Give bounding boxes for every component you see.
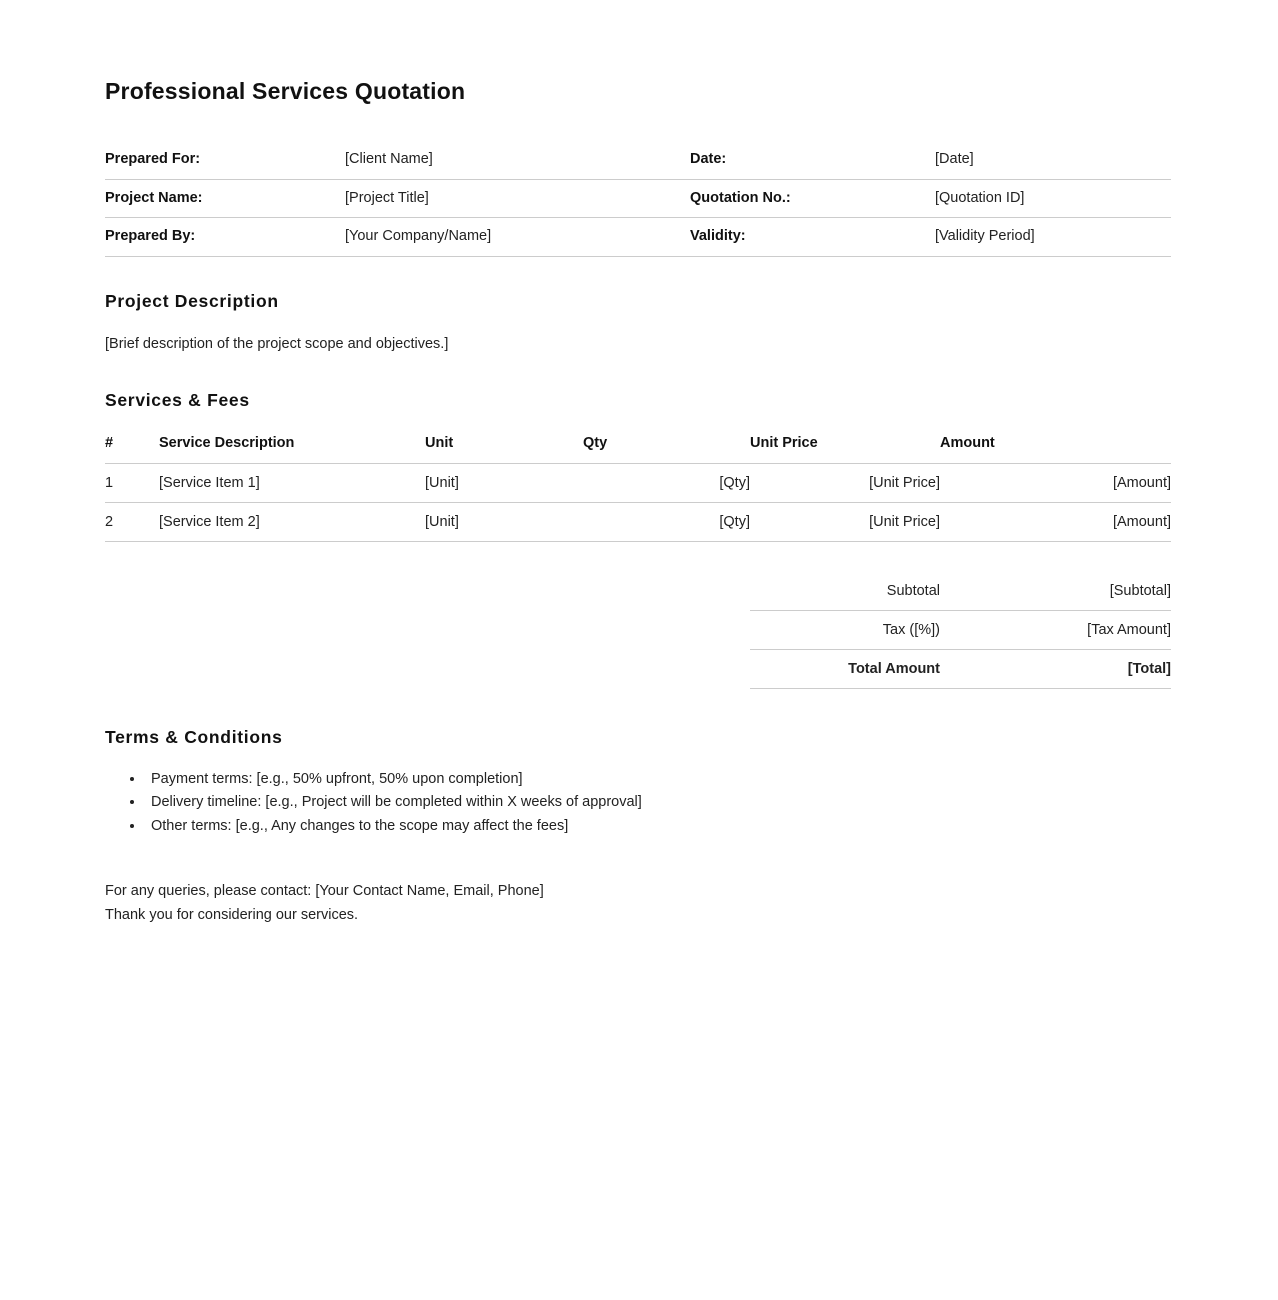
total-value: [Total] <box>940 649 1171 688</box>
service-row-qty: [Qty] <box>583 463 750 502</box>
info-value-quotation-no: [Quotation ID] <box>935 179 1171 218</box>
service-row-unit-price: [Unit Price] <box>750 502 940 541</box>
subtotal-value: [Subtotal] <box>940 572 1171 611</box>
list-item: • Payment terms: [e.g., 50% upfront, 50% upon completion] <box>145 768 1170 791</box>
service-row-unit: [Unit] <box>425 463 583 502</box>
section-heading-terms-conditions: Terms & Conditions <box>105 726 283 747</box>
column-header-number: # <box>105 431 159 464</box>
info-value-prepared-by: [Your Company/Name] <box>345 218 690 257</box>
service-row-description: [Service Item 1] <box>159 463 425 502</box>
service-row-amount: [Amount] <box>940 463 1171 502</box>
table-row <box>105 463 1171 502</box>
column-header-description: Service Description <box>159 431 425 464</box>
table-row <box>105 502 1171 541</box>
tax-row <box>105 610 1171 649</box>
column-header-qty: Qty <box>583 431 750 464</box>
info-label-date: Date: <box>690 141 935 179</box>
service-row-unit-price: [Unit Price] <box>750 463 940 502</box>
total-row-filler <box>105 649 750 688</box>
column-header-unit: Unit <box>425 431 583 464</box>
subtotal-row <box>105 572 1171 611</box>
table-row <box>105 218 1171 257</box>
service-row-amount: [Amount] <box>940 502 1171 541</box>
tax-value: [Tax Amount] <box>940 610 1171 649</box>
info-value-prepared-for: [Client Name] <box>345 141 690 179</box>
info-label-validity: Validity: <box>690 218 935 257</box>
terms-list <box>105 768 1170 838</box>
tax-row-filler <box>105 610 750 649</box>
total-row <box>105 649 1171 688</box>
section-heading-project-description: Project Description <box>105 290 279 311</box>
page-title: Professional Services Quotation <box>105 78 466 104</box>
project-description-text: [Brief description of the project scope and objectives.] <box>105 335 449 352</box>
services-fees-table <box>105 431 1171 689</box>
info-label-prepared-by: Prepared By: <box>105 218 345 257</box>
footer-thanks-line: Thank you for considering our services. <box>105 906 359 923</box>
info-label-prepared-for: Prepared For: <box>105 141 345 179</box>
footer-contact-line: For any queries, please contact: [Your Contact Name, Email, Phone] <box>105 883 544 900</box>
tax-label: Tax ([%]) <box>750 610 940 649</box>
info-label-project-name: Project Name: <box>105 179 345 218</box>
column-header-unit-price: Unit Price <box>750 431 940 464</box>
info-value-validity: [Validity Period] <box>935 218 1171 257</box>
table-spacer-row <box>105 541 1171 572</box>
info-value-date: [Date] <box>935 141 1171 179</box>
subtotal-row-filler <box>105 572 750 611</box>
column-header-amount: Amount <box>940 431 1171 464</box>
section-heading-services-fees: Services & Fees <box>105 389 250 410</box>
list-item: • Other terms: [e.g., Any changes to the scope may affect the fees] <box>145 815 1170 838</box>
table-row <box>105 141 1171 179</box>
info-label-quotation-no: Quotation No.: <box>690 179 935 218</box>
list-item: • Delivery timeline: [e.g., Project will be completed within X weeks of approval] <box>145 791 1170 814</box>
total-label: Total Amount <box>750 649 940 688</box>
service-row-qty: [Qty] <box>583 502 750 541</box>
document-footer <box>105 880 1170 926</box>
table-spacer-cell <box>105 541 1171 572</box>
service-row-description: [Service Item 2] <box>159 502 425 541</box>
table-row <box>105 179 1171 218</box>
quotation-info-table <box>105 141 1171 257</box>
info-value-project-name: [Project Title] <box>345 179 690 218</box>
table-header-row <box>105 431 1171 464</box>
service-row-number: 1 <box>105 463 159 502</box>
service-row-number: 2 <box>105 502 159 541</box>
service-row-unit: [Unit] <box>425 502 583 541</box>
subtotal-label: Subtotal <box>750 572 940 611</box>
